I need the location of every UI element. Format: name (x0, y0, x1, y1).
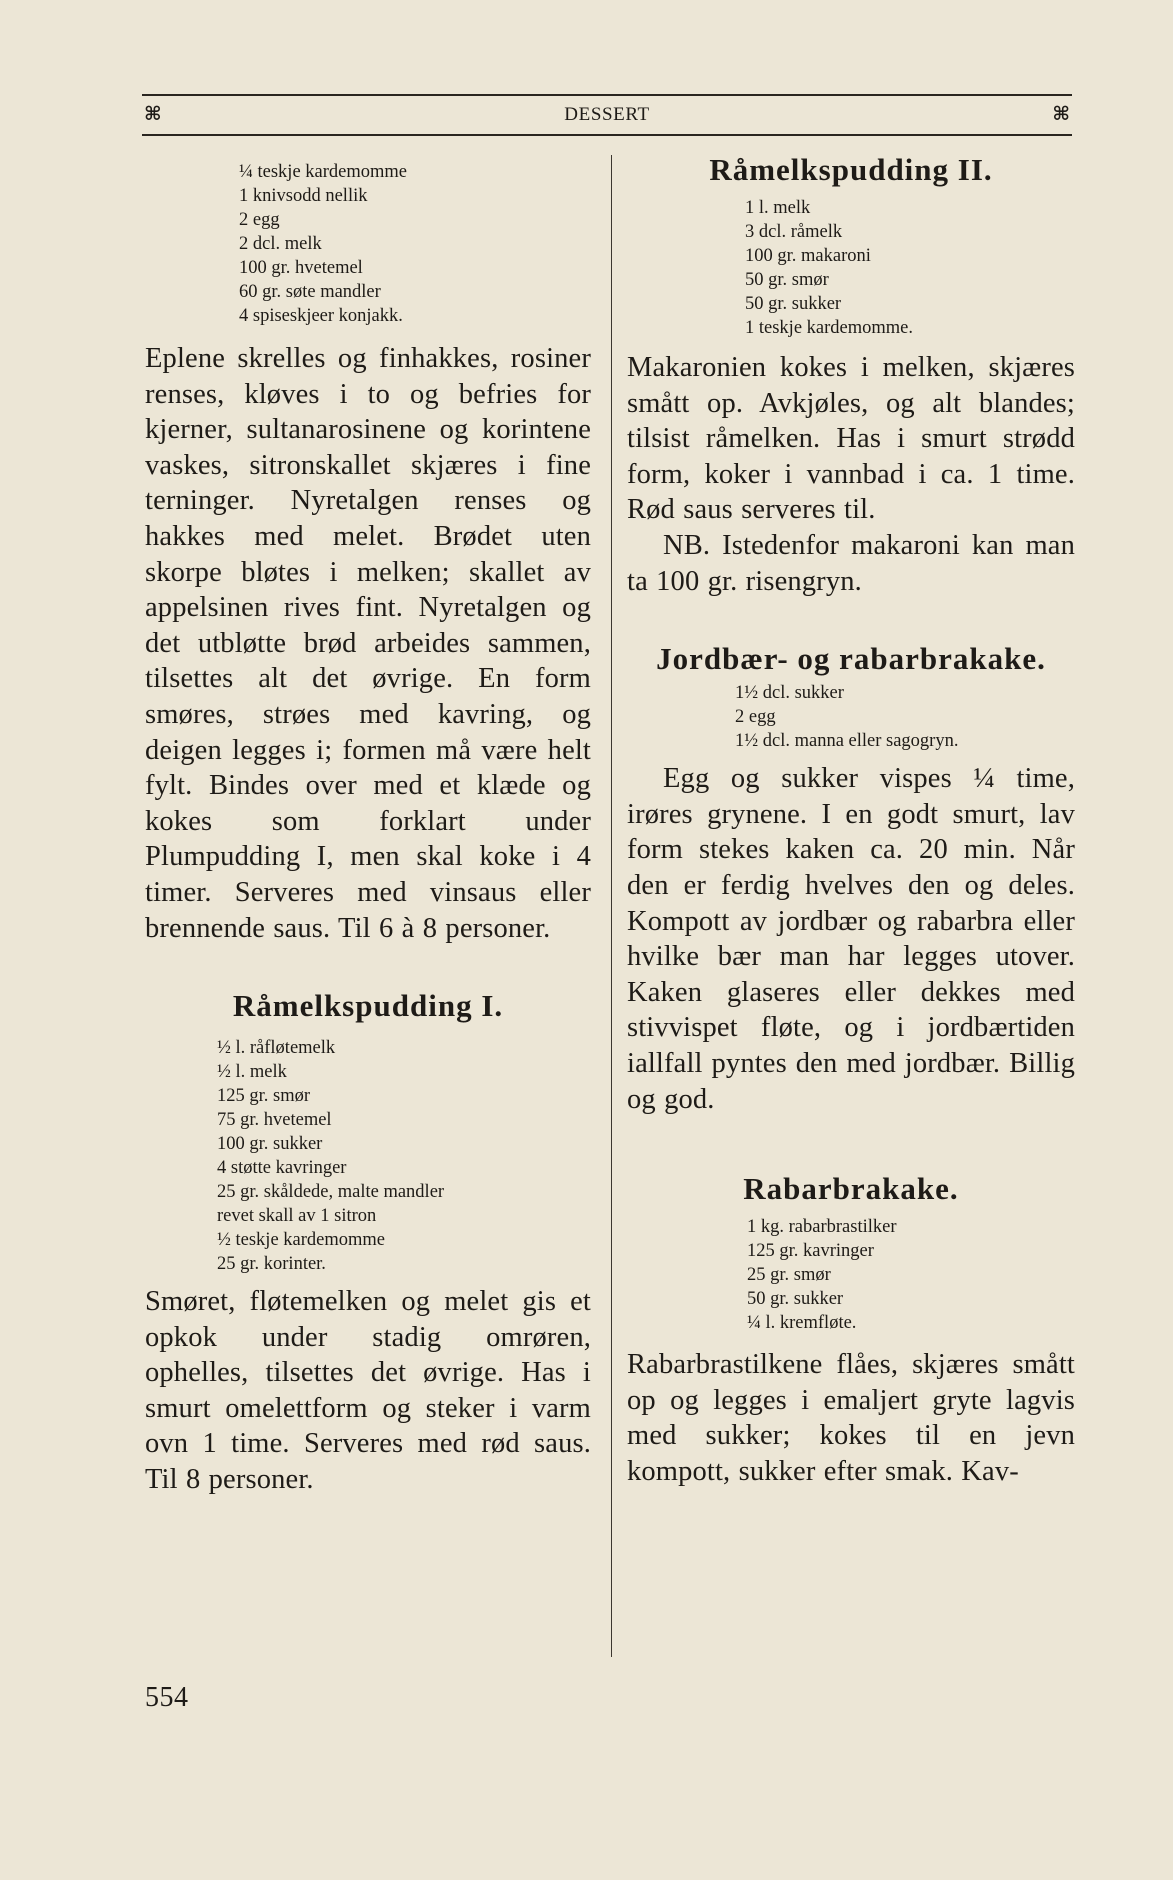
ingredient-item: 3 dcl. råmelk (745, 222, 843, 242)
ingredient-list (217, 1036, 591, 1276)
ingredient-item: ½ l. råfløtemelk (217, 1038, 336, 1059)
instructions-paragraph: Makaronien kokes i melken, skjæres smått op. Avkjøles, og alt blandes; tilsist råmelken. Has i smurt strødd form, koker i vannbad i ca. 1 time. Rød saus serveres til. (627, 352, 1075, 526)
ingredient-item: 1 knivsodd nellik (239, 186, 368, 206)
right-column (627, 150, 1075, 1489)
ingredient-item: 2 egg (735, 707, 776, 728)
recipe-title: Rabarbrakake. (743, 1171, 959, 1207)
ingredient-item: 1 kg. rabarbrastilker (747, 1217, 897, 1238)
ingredient-item: 1½ dcl. sukker (735, 683, 844, 704)
note-paragraph: NB. Istedenfor makaroni kan man ta 100 gr. risengryn. (627, 529, 1075, 597)
ingredient-item: 75 gr. hvetemel (217, 1110, 332, 1131)
ingredient-item: 60 gr. søte mandler (239, 282, 381, 302)
ingredient-item: 125 gr. kavringer (747, 1241, 874, 1262)
ingredient-item: 2 dcl. melk (239, 234, 322, 254)
ingredient-item: 25 gr. korinter. (217, 1254, 326, 1275)
ingredient-list (735, 681, 1075, 753)
ingredient-list (745, 196, 1075, 340)
ingredient-item: ¼ l. kremfløte. (747, 1313, 857, 1334)
ingredient-list-continued (239, 160, 591, 328)
ingredient-item: 4 støtte kavringer (217, 1158, 347, 1179)
ingredient-item: 1 teskje kardemomme. (745, 318, 913, 338)
ingredient-item: 50 gr. sukker (745, 294, 842, 314)
ingredient-item: ½ teskje kardemomme (217, 1230, 385, 1251)
recipe-title: Råmelkspudding II. (709, 152, 993, 187)
ingredient-item: 100 gr. makaroni (745, 246, 871, 266)
ingredient-item: 4 spiseskjeer konjakk. (239, 306, 403, 326)
ingredient-item: 50 gr. sukker (747, 1289, 844, 1310)
header-ornament-left-icon: ⌘ (144, 104, 162, 125)
ingredient-item: revet skall av 1 sitron (217, 1206, 377, 1227)
instructions-paragraph: Egg og sukker vispes ¼ time, irøres grynene. I en godt smurt, lav form stekes kaken ca. 20 min. Når den er ferdig hvelves den og deles. Kompott av jordbær og rabarbra eller hvilke bær man har legges utover. Kaken glaseres eller dekkes med stivvispet fløte, og i jordbærtiden iallfall pyntes den med jordbær. Billig og god. (627, 763, 1075, 1115)
header-ornament-right-icon: ⌘ (1052, 104, 1070, 125)
ingredient-item: ½ l. melk (217, 1062, 287, 1083)
ingredient-item: 1 l. melk (745, 198, 811, 218)
instructions-paragraph: Smøret, fløtemelken og melet gis et opkok under stadig omrøren, ophelles, tilsettes det øvrige. Has i smurt omelettform og steker i varm ovn 1 time. Serveres med rød saus. Til 8 personer. (145, 1286, 591, 1496)
running-header (142, 94, 1072, 136)
ingredient-item: 25 gr. skåldede, malte mandler (217, 1182, 445, 1203)
header-title: DESSERT (564, 104, 650, 125)
instructions-paragraph: Eplene skrelles og finhakkes, rosiner renses, kløves i to og befries for kjerner, sultanarosinene og korintene vaskes, sitronskallet skjæres i fine terninger. Nyretalgen renses og hakkes med melet. Brødet uten skorpe bløtes i melken; skallet av appelsinen rives fint. Nyretalgen og det utbløtte brød arbeides sammen, tilsettes alt det øvrige. En form smøres, strøes med kavring, og deigen legges i; formen må være helt fylt. Bindes over med et klæde og kokes som forklart under Plumpudding I, men skal koke i 4 timer. Serveres med vinsaus eller brennende saus. Til 6 à 8 personer. (145, 343, 591, 944)
ingredient-list (747, 1215, 1075, 1335)
ingredient-item: 2 egg (239, 210, 280, 230)
ingredient-item: 50 gr. smør (745, 270, 829, 290)
column-divider (611, 155, 612, 1657)
instructions-paragraph: Rabarbrastilkene flåes, skjæres smått op og legges i emaljert gryte lagvis med sukker; kokes til en jevn kompott, sukker efter smak. Kav- (627, 1349, 1075, 1487)
ingredient-item: 100 gr. hvetemel (239, 258, 363, 278)
ingredient-item: ¼ teskje kardemomme (239, 162, 407, 182)
ingredient-item: 100 gr. sukker (217, 1134, 323, 1155)
recipe-title: Jordbær- og rabarbrakake. (656, 641, 1046, 677)
ingredient-item: 1½ dcl. manna eller sagogryn. (735, 731, 959, 752)
recipe-title: Råmelkspudding I. (232, 988, 504, 1024)
left-column (145, 160, 591, 1498)
page-number: 554 (145, 1682, 189, 1713)
ingredient-item: 25 gr. smør (747, 1265, 831, 1286)
ingredient-item: 125 gr. smør (217, 1086, 311, 1107)
